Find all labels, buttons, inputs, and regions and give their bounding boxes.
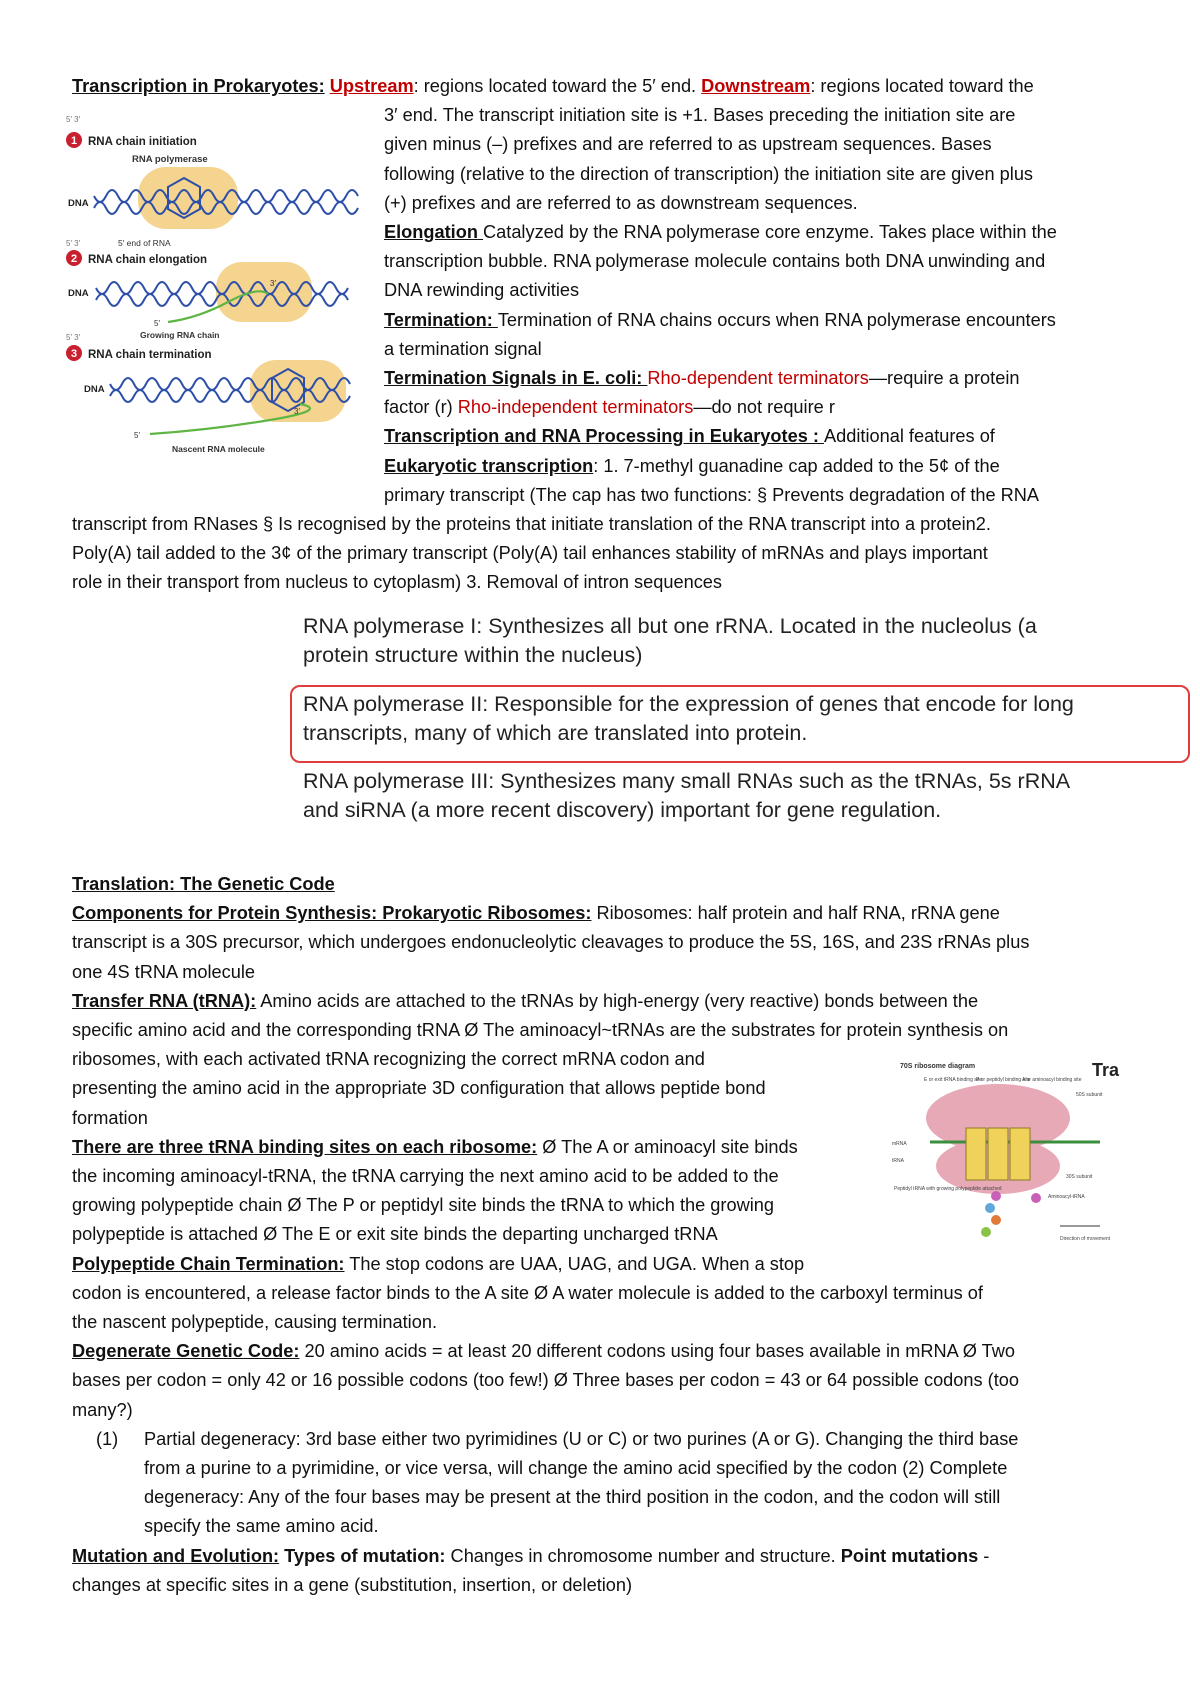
text: and siRNA (a more recent discovery) important for gene regulation. [303,798,942,822]
prime-5-label: 5′ [154,319,160,328]
transcription-stages-figure [60,112,360,484]
text: : 1. 7-methyl guanadine cap added to the 5¢ of the [593,455,1000,476]
para-line: primary transcript (The cap has two functions: § Prevents degradation of the RNA [384,484,1040,505]
para-line: 3′ end. The transcript initiation site is +1. Bases preceding the initiation site are [384,105,1016,126]
text: RNA polymerase III: Synthesizes many small RNAs such as the tRNAs, 5s rRNA [303,769,1071,793]
text: degeneracy: Any of the four bases may be present at the third position in the codon, and the codon will still [144,1487,1001,1508]
dna-label: DNA [84,384,105,395]
term-upstream: Upstream [329,76,414,96]
prime-3-label: 3′ [294,407,300,416]
para-line: the incoming aminoacyl-tRNA, the tRNA carrying the next amino acid to be added to the [72,1166,779,1187]
step-3-number: 3 [70,348,78,360]
heading-termination: Termination: [384,309,498,330]
text: —require a protein [868,368,1020,389]
text: 20 amino acids = at least 20 different codons using four bases available in mRNA Ø Two [299,1341,1016,1362]
ribosome-diagram-title: 70S ribosome diagram [900,1063,976,1070]
text: factor (r) [384,397,458,418]
rna-polymerase-i-text [303,612,1037,670]
para-line: bases per codon = only 42 or 16 possible codons (too few!) Ø Three bases per codon = 43 or 64 possible codons (too [72,1370,1020,1391]
para-line: Poly(A) tail added to the 3¢ of the primary transcript (Poly(A) tail enhances stability of mRNAs and plays important [72,543,988,564]
para-line: transcript from RNases § Is recognised by the proteins that initiate translation of the RNA transcript into a protein2. [72,514,991,535]
heading-translation-genetic-code: Translation: The Genetic Code [72,874,335,894]
p-site-label: P or peptidyl binding site [976,1077,1031,1083]
para-line: transcription bubble. RNA polymerase molecule contains both DNA unwinding and [384,251,1046,272]
heading-transfer-rna: Transfer RNA (tRNA): [72,990,257,1011]
para-line: formation [72,1107,148,1128]
heading-chain-termination: Polypeptide Chain Termination: [72,1253,345,1274]
stage-tag: 5′ 3′ [66,115,81,124]
list-number: (1) [96,1428,119,1449]
growing-rna-label: Growing RNA chain [140,330,220,340]
stage-tag: 5′ 3′ [66,239,81,248]
step-2-number: 2 [70,253,78,265]
a-site-label: A or aminoacyl binding site [1022,1077,1082,1083]
stage-3-label: RNA chain termination [88,349,212,361]
nascent-rna-label: Nascent RNA molecule [172,444,265,454]
heading-eukaryotes: Transcription and RNA Processing in Eukaryotes : [384,426,824,447]
bold-term: Types of mutation: [279,1545,446,1566]
text: Changes in chromosome number and structure. [445,1545,841,1566]
text: Additional features of [823,426,995,447]
text: from a purine to a pyrimidine, or vice versa, will change the amino acid specified by the codon (2) Complete [144,1458,1008,1479]
heading-degenerate-code: Degenerate Genetic Code: [72,1341,300,1362]
text: RNA polymerase I: Synthesizes all but one rRNA. Located in the nucleolus (a [303,614,1037,638]
trna-e-site [966,1128,986,1180]
amino-acid [981,1227,991,1237]
aminoacyl-trna-label: Aminoacyl-tRNA [1048,1194,1085,1200]
e-site-label: E or exit tRNA binding site [924,1077,983,1083]
para-line: presenting the amino acid in the appropriate 3D configuration that allows peptide bond [72,1078,766,1099]
para-line [72,899,1152,928]
list-item [72,1425,1152,1542]
amino-acid [985,1203,995,1213]
trna-label: tRNA [892,1158,904,1164]
stage-1-label: RNA chain initiation [88,136,197,148]
para-line [72,987,1152,1016]
trna-a-site [1010,1128,1030,1180]
text: Ø The A or aminoacyl site binds [537,1136,798,1157]
amino-acid [991,1215,1001,1225]
50s-label: 50S subunit [1076,1092,1103,1098]
prime-3-label: 3′ [270,279,276,288]
prime-5-label: 5′ [134,431,140,440]
rna-polymerase-iii-text [303,767,1070,825]
text: Ribosomes: half protein and half RNA, rRNA gene [591,903,1000,924]
stage-2-label: RNA chain elongation [88,254,208,266]
para-line [72,72,1152,101]
para-line: role in their transport from nucleus to cytoplasm) 3. Removal of intron sequences [72,572,722,593]
para-line: following (relative to the direction of transcription) the initiation site are given plus [384,163,1034,184]
heading-components: Components for Protein Synthesis: Prokaryotic Ribosomes: [72,903,592,924]
mrna-label: mRNA [892,1141,907,1147]
dna-label: DNA [68,198,89,209]
heading-transcription-prokaryotes: Transcription in Prokaryotes: [72,76,325,96]
text: transcripts, many of which are translated into protein. [303,721,808,745]
text: —do not require r [693,397,835,418]
para-line: a termination signal [384,338,542,359]
heading-eukaryotic-transcription: Eukaryotic transcription [384,455,594,476]
amino-acid [991,1191,1001,1201]
para-line: growing polypeptide chain Ø The P or peptidyl site binds the tRNA to which the growing [72,1195,774,1216]
peptidyl-trna-label: Peptidyl tRNA with growing polypeptide attached [894,1186,1002,1192]
text: : regions located toward the 5′ end. [413,76,702,96]
term-downstream: Downstream [701,76,811,96]
para-line: many?) [72,1399,133,1420]
para-line: changes at specific sites in a gene (substitution, insertion, or deletion) [72,1574,633,1595]
ribosome-diagram [890,1056,1135,1266]
bold-term: Point mutations [840,1545,979,1566]
direction-label: Direction of movement [1060,1236,1111,1242]
text: : regions located toward the [810,76,1034,96]
para-line: DNA rewinding activities [384,280,580,301]
text: Amino acids are attached to the tRNAs by high-energy (very reactive) bonds between the [256,990,979,1011]
term-rho-independent: Rho-independent terminators [457,397,694,418]
stage-tag: 5′ 3′ [66,333,81,342]
rna-5-end-label: 5′ end of RNA [118,238,171,248]
para-line: ribosomes, with each activated tRNA recognizing the correct mRNA codon and [72,1049,705,1070]
text: The stop codons are UAA, UAG, and UGA. When a stop [344,1253,805,1274]
heading-binding-sites: There are three tRNA binding sites on each ribosome: [72,1136,538,1157]
text: Catalyzed by the RNA polymerase core enzyme. Takes place within the [483,222,1057,243]
rna-polymerase-ii-text [303,690,1074,748]
step-1-number: 1 [70,135,78,147]
para-line: transcript is a 30S precursor, which undergoes endonucleolytic cleavages to produce the 5S, 16S, and 23S rRNAs plus [72,932,1030,953]
dna-label: DNA [68,288,89,299]
para-line [72,1542,1152,1571]
para-line: one 4S tRNA molecule [72,961,255,982]
text: Termination of RNA chains occurs when RNA polymerase encounters [497,309,1056,330]
para-line: the nascent polypeptide, causing termination. [72,1312,437,1333]
figure-title-fragment: Tra [1092,1060,1120,1080]
para-line: given minus (–) prefixes and are referred to as upstream sequences. Bases [384,134,992,155]
text: specify the same amino acid. [144,1516,379,1537]
term-rho-dependent: Rho-dependent terminators [647,368,869,389]
para-line: specific amino acid and the corresponding tRNA Ø The aminoacyl~tRNAs are the substrates for protein synthesis on [72,1020,1009,1041]
text: protein structure within the nucleus) [303,643,643,667]
text: - [978,1545,990,1566]
trna-p-site [988,1128,1008,1180]
text: Partial degeneracy: 3rd base either two pyrimidines (U or C) or two purines (A or G). Changing the third base [144,1428,1019,1449]
heading-mutation-evolution: Mutation and Evolution: [72,1545,280,1566]
30s-label: 30S subunit [1066,1174,1093,1180]
para-line: (+) prefixes and are referred to as downstream sequences. [384,192,858,213]
heading-elongation: Elongation [384,222,484,243]
text: RNA polymerase II: Responsible for the expression of genes that encode for long [303,692,1074,716]
amino-acid [1031,1193,1041,1203]
para-line [72,1337,1152,1366]
rna-polymerase-label: RNA polymerase [132,154,208,165]
heading-termination-signals: Termination Signals in E. coli: [384,368,648,389]
para-line: codon is encountered, a release factor binds to the A site Ø A water molecule is added to the carboxyl terminus of [72,1282,983,1303]
para-line: polypeptide is attached Ø The E or exit site binds the departing uncharged tRNA [72,1224,718,1245]
